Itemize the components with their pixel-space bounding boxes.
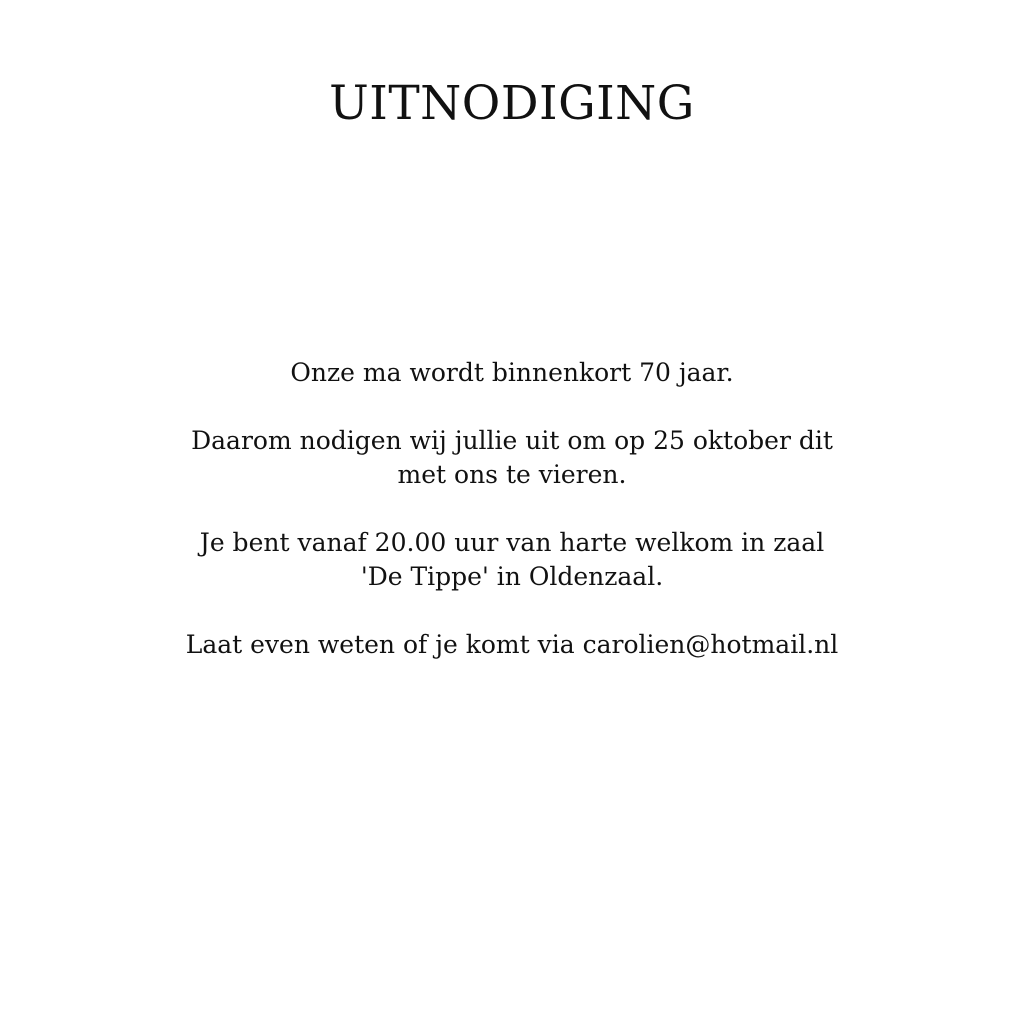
invite-line-1: Daarom nodigen wij jullie uit om op 25 oktober dit	[191, 426, 833, 455]
spacer	[0, 492, 1024, 526]
birthday-line: Onze ma wordt binnenkort 70 jaar.	[290, 358, 734, 387]
spacer	[0, 594, 1024, 628]
welcome-line-2: 'De Tippe' in Oldenzaal.	[360, 562, 664, 591]
welcome-line-1: Je bent vanaf 20.00 uur van harte welkom in zaal	[199, 528, 825, 557]
invitation-body	[0, 356, 1024, 662]
spacer	[0, 390, 1024, 424]
invite-line-2: met ons te vieren.	[397, 460, 627, 489]
invitation-title: UITNODIGING	[329, 76, 695, 131]
rsvp-line: Laat even weten of je komt via carolien@hotmail.nl	[185, 630, 839, 659]
